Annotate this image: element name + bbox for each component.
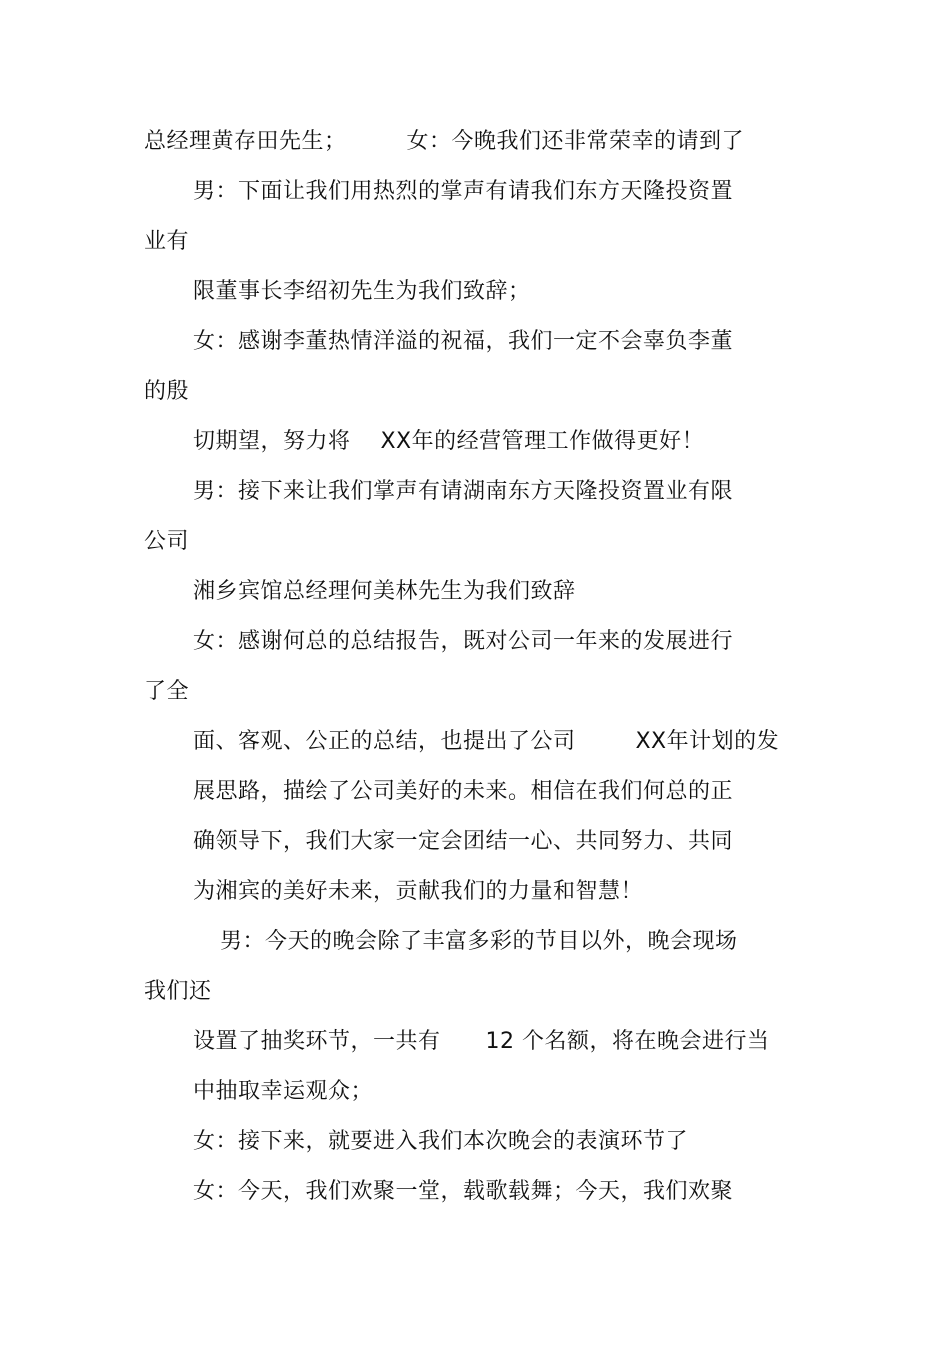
text-line: 女：今天，我们欢聚一堂，载歌载舞；今天，我们欢聚 xyxy=(193,1179,734,1204)
text-line: 展思路，描绘了公司美好的未来。相信在我们何总的正 xyxy=(193,779,734,804)
text-line: 公司 xyxy=(144,529,190,554)
text-line: 男：今天的晚会除了丰富多彩的节目以外，晚会现场 xyxy=(220,929,738,954)
text-line: 确领导下，我们大家一定会团结一心、共同努力、共同 xyxy=(193,829,734,854)
text-line: 切期望，努力将 XX年的经营管理工作做得更好！ xyxy=(193,429,705,454)
text-line: 男：下面让我们用热烈的掌声有请我们东方天隆投资置 xyxy=(193,179,734,204)
text-line: 为湘宾的美好未来，贡献我们的力量和智慧！ xyxy=(193,879,644,904)
text-line: 男：接下来让我们掌声有请湖南东方天隆投资置业有限 xyxy=(193,479,734,504)
text-line: 湘乡宾馆总经理何美林先生为我们致辞 xyxy=(193,579,576,604)
text-line: 我们还 xyxy=(144,979,212,1004)
text-line: 的殷 xyxy=(144,379,190,404)
text-line: 限董事长李绍初先生为我们致辞； xyxy=(193,279,531,304)
text-line: 女：接下来，就要进入我们本次晚会的表演环节了 xyxy=(193,1129,689,1154)
text-line: 女：感谢何总的总结报告，既对公司一年来的发展进行 xyxy=(193,629,734,654)
text-line: 了全 xyxy=(144,679,190,704)
text-line: 总经理黄存田先生； 女：今晚我们还非常荣幸的请到了 xyxy=(144,129,744,154)
text-line: 业有 xyxy=(144,229,190,254)
text-line: 中抽取幸运观众； xyxy=(193,1079,374,1104)
text-line: 女：感谢李董热情洋溢的祝福，我们一定不会辜负李董 xyxy=(193,329,734,354)
text-line: 面、客观、公正的总结，也提出了公司 XX年计划的发 xyxy=(193,729,780,754)
text-line: 设置了抽奖环节，一共有 12 个名额，将在晚会进行当 xyxy=(193,1029,770,1054)
